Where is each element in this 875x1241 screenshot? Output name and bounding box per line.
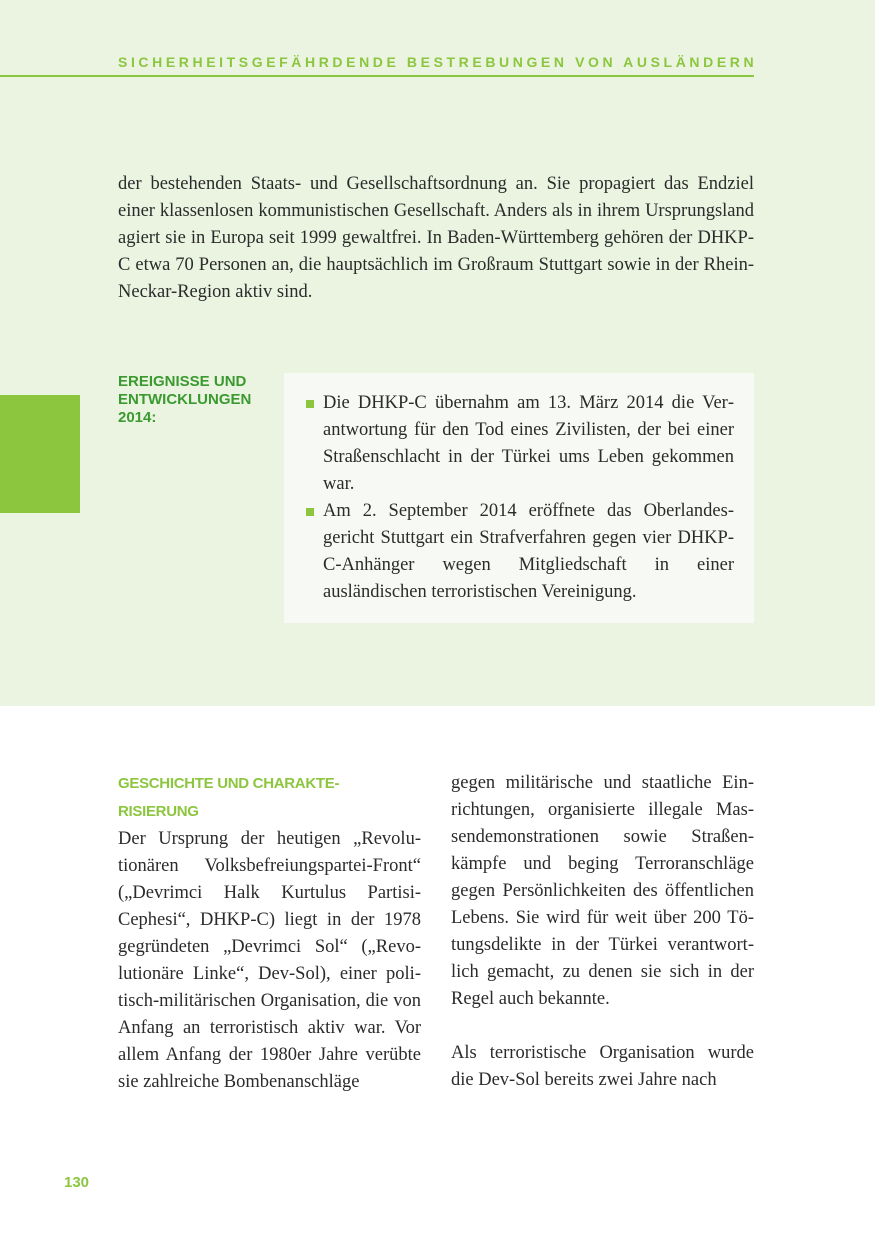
event-text: Am 2. September 2014 eröffnete das Oberlandesgericht Stuttgart ein Strafverfahren gegen vier DHKP-C-Anhänger wegen Mitgliedschaft in einer ausländischen terroristischen Vereinigung. (323, 501, 734, 602)
events-heading (118, 373, 278, 427)
event-item (306, 390, 734, 498)
section-title-line2: RISIERUNG (118, 803, 199, 820)
running-head: SICHERHEITSGEFÄHRDENDE BESTREBUNGEN VON AUSLÄNDERN (118, 54, 758, 70)
page-number: 130 (64, 1174, 90, 1191)
intro-paragraph: der bestehenden Staats- und Gesellschaftsordnung an. Sie propagiert das Endziel einer klassenlosen kommunistischen Gesellschaft. Anders als in ihrem Ursprungsland agiert sie in Europa seit 1999 gewaltfrei. In Baden-Württemberg gehören der DHKP-C etwa 70 Personen an, die hauptsächlich im Großraum Stuttgart sowie in der Rhein-Neckar-Region aktiv sind. (118, 174, 754, 302)
history-paragraph-left: Der Ursprung der heutigen „Revolutionären Volksbefreiungspartei-Front“ („Devrimci Halk Kurtulus Partisi-Cephesi“, DHKP-C) liegt in der 1978 gegründeten „Devrimci Sol“ („Revolutionäre Linke“, Dev-Sol), einer politisch-militärischen Organisation, die von Anfang an terroristisch aktiv war. Vor allem Anfang der 1980er Jahre verübte sie zahlreiche Bombenanschläge (118, 829, 421, 1092)
events-heading-line3: 2014: (118, 409, 157, 426)
square-bullet-icon (306, 508, 314, 516)
section-title (118, 770, 421, 826)
events-heading-line1: EREIGNISSE UND (118, 373, 247, 390)
event-text: Die DHKP-C übernahm am 13. März 2014 die Verantwortung für den Tod eines Zivilisten, der bei einer Straßenschlacht in der Türkei ums Leben gekommen war. (323, 393, 734, 494)
section-title-line1: GESCHICHTE UND CHARAKTE- (118, 775, 340, 792)
events-list (306, 390, 734, 606)
history-paragraph-right-1: gegen militärische und staatliche Einrichtungen, organisierte illegale Massendemonstrationen sowie Straßenkämpfe und beging Terroranschläge gegen Persönlichkeiten des öffentlichen Lebens. Sie wird für weit über 200 Tötungsdelikte in der Türkei verantwortlich gemacht, zu denen sie sich in der Regel auch bekannte. (451, 773, 754, 1009)
margin-color-block (0, 395, 80, 513)
left-column (118, 770, 421, 1096)
header-rule (0, 75, 754, 77)
events-box (284, 373, 754, 623)
history-paragraph-right-2: Als terroristische Organisation wurde die Dev-Sol bereits zwei Jahre nach (451, 1043, 754, 1090)
event-item (306, 498, 734, 606)
square-bullet-icon (306, 400, 314, 408)
right-column (451, 770, 754, 1094)
events-heading-line2: ENTWICKLUNGEN (118, 391, 252, 408)
